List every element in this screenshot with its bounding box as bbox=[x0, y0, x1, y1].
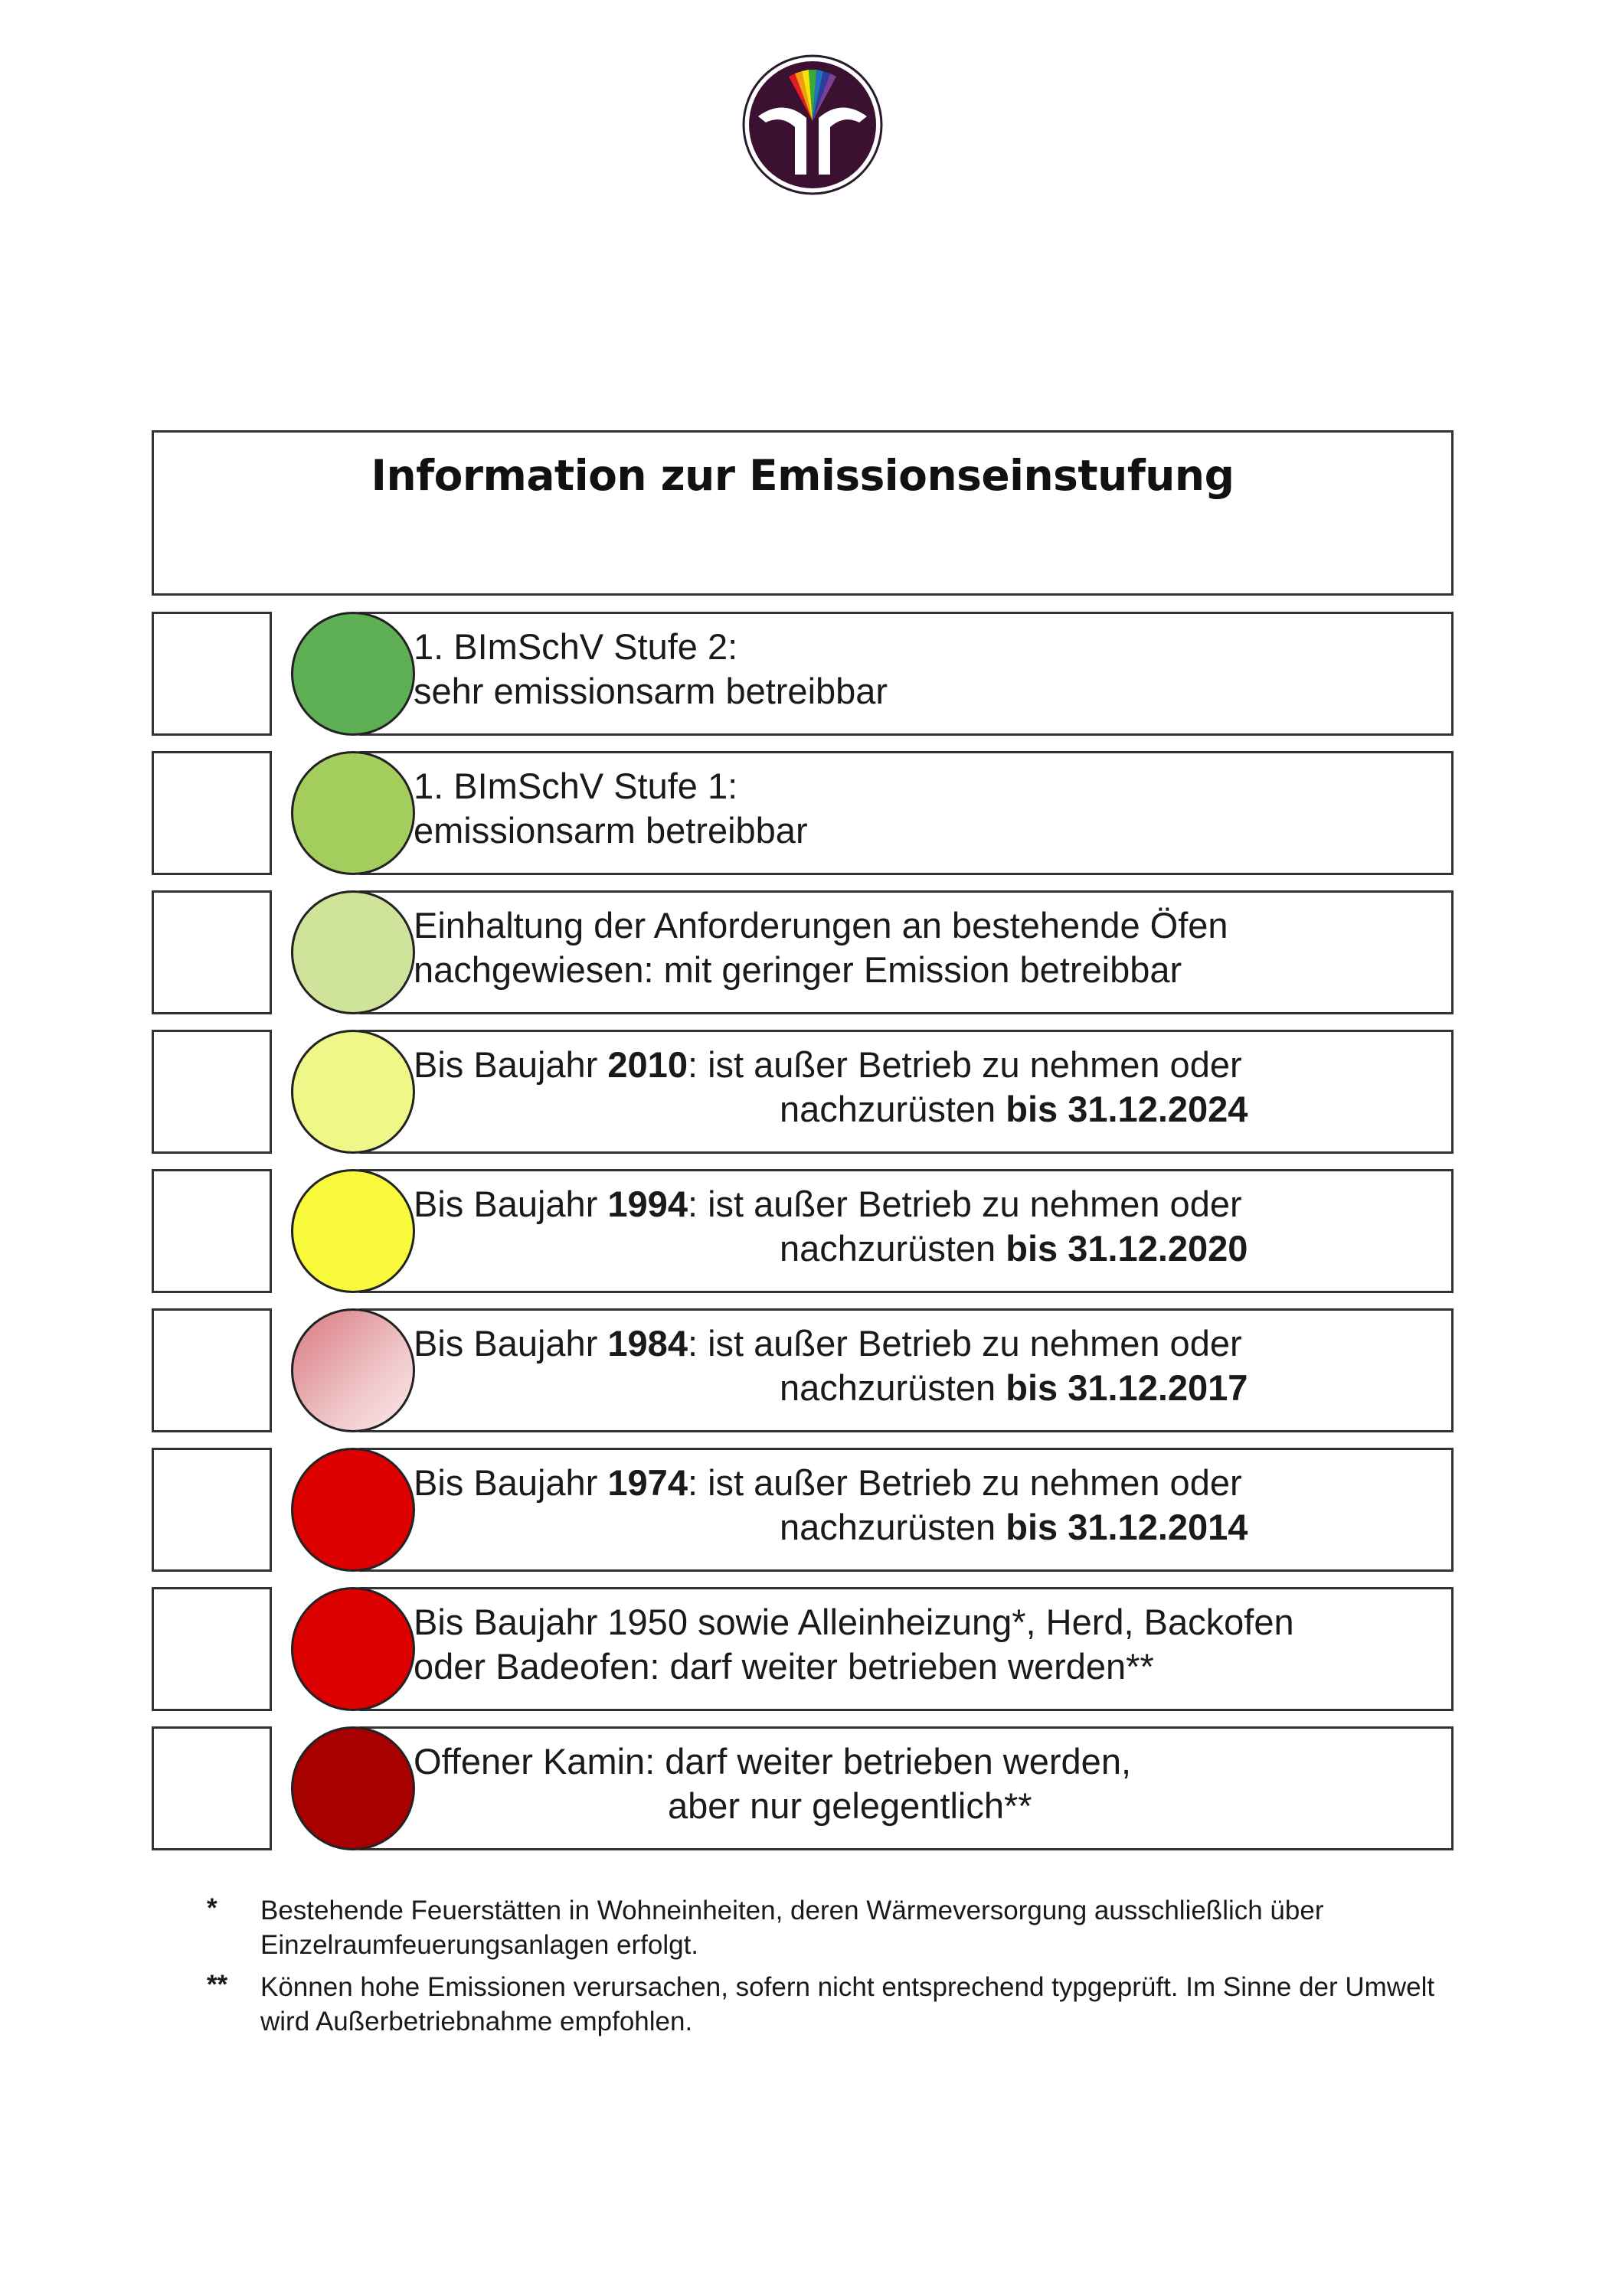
emission-row-baujahr-2010 bbox=[152, 1030, 1454, 1154]
checkbox[interactable] bbox=[152, 1726, 272, 1850]
footnote-text: Bestehende Feuerstätten in Wohneinheiten, deren Wärmeversorgung ausschließlich über Einzelraumfeuerungsanlagen erfolgt. bbox=[260, 1896, 1324, 1960]
checkbox[interactable] bbox=[152, 612, 272, 736]
row-line-2: nachzurüsten bis 31.12.2020 bbox=[780, 1228, 1248, 1269]
row-line-1: 1. BImSchV Stufe 1: bbox=[414, 766, 738, 806]
row-line-1: Bis Baujahr 1994: ist außer Betrieb zu nehmen oder bbox=[414, 1184, 1242, 1224]
row-line-1: Bis Baujahr 1950 sowie Alleinheizung*, Herd, Backofen bbox=[414, 1602, 1294, 1642]
row-text-box bbox=[359, 1726, 1454, 1850]
row-text-box bbox=[359, 1448, 1454, 1572]
row-line-1: Einhaltung der Anforderungen an bestehende Öfen bbox=[414, 905, 1228, 946]
checkbox[interactable] bbox=[152, 1169, 272, 1293]
row-line-1: Bis Baujahr 2010: ist außer Betrieb zu nehmen oder bbox=[414, 1044, 1242, 1085]
row-line-1: Bis Baujahr 1974: ist außer Betrieb zu nehmen oder bbox=[414, 1462, 1242, 1503]
checkbox[interactable] bbox=[152, 1587, 272, 1711]
row-line-2: sehr emissionsarm betreibbar bbox=[414, 671, 888, 711]
row-text-box bbox=[359, 1587, 1454, 1711]
emission-indicator-green bbox=[291, 751, 415, 875]
checkbox[interactable] bbox=[152, 1448, 272, 1572]
emission-row-baujahr-1950 bbox=[152, 1587, 1454, 1711]
checkbox[interactable] bbox=[152, 1030, 272, 1154]
emission-row-stufe-2 bbox=[152, 612, 1454, 736]
emission-indicator-pale-yellow bbox=[291, 1030, 415, 1154]
row-line-2: nachzurüsten bis 31.12.2024 bbox=[780, 1089, 1248, 1129]
checkbox[interactable] bbox=[152, 751, 272, 875]
emission-row-offener-kamin bbox=[152, 1726, 1454, 1850]
emission-indicator-red bbox=[291, 1587, 415, 1711]
row-text-box bbox=[359, 1030, 1454, 1154]
emission-indicator-light-green bbox=[291, 890, 415, 1014]
chimney-sweep-guild-emblem-icon bbox=[741, 54, 884, 196]
row-text-box bbox=[359, 751, 1454, 875]
emission-row-baujahr-1984 bbox=[152, 1308, 1454, 1432]
footnote-mark: ** bbox=[207, 1970, 228, 2000]
emission-indicator-dark-green bbox=[291, 612, 415, 736]
row-text-box bbox=[359, 890, 1454, 1014]
row-line-2: emissionsarm betreibbar bbox=[414, 810, 808, 851]
emission-indicator-pink bbox=[291, 1308, 415, 1432]
row-line-1: 1. BImSchV Stufe 2: bbox=[414, 626, 738, 667]
row-line-1: Offener Kamin: darf weiter betrieben werden, bbox=[414, 1741, 1132, 1782]
checkbox[interactable] bbox=[152, 1308, 272, 1432]
emission-row-stufe-1 bbox=[152, 751, 1454, 875]
emission-row-baujahr-1994 bbox=[152, 1169, 1454, 1293]
row-line-1: Bis Baujahr 1984: ist außer Betrieb zu nehmen oder bbox=[414, 1323, 1242, 1364]
emission-indicator-red bbox=[291, 1448, 415, 1572]
page-title: Information zur Emissionseinstufung bbox=[371, 451, 1234, 500]
title-box bbox=[152, 430, 1454, 596]
row-text-box bbox=[359, 1169, 1454, 1293]
row-line-2: nachzurüsten bis 31.12.2014 bbox=[780, 1507, 1248, 1547]
row-line-2: oder Badeofen: darf weiter betrieben werden** bbox=[414, 1646, 1154, 1687]
row-line-2: aber nur gelegentlich** bbox=[668, 1785, 1032, 1826]
row-text-box bbox=[359, 1308, 1454, 1432]
emission-row-baujahr-1974 bbox=[152, 1448, 1454, 1572]
emission-indicator-dark-red bbox=[291, 1726, 415, 1850]
checkbox[interactable] bbox=[152, 890, 272, 1014]
footnote-text: Können hohe Emissionen verursachen, sofern nicht entsprechend typgeprüft. Im Sinne der Umwelt wird Außerbetriebnahme empfohlen. bbox=[260, 1972, 1435, 2036]
row-line-2: nachgewiesen: mit geringer Emission betreibbar bbox=[414, 949, 1182, 990]
footnote-mark: * bbox=[207, 1893, 217, 1923]
row-line-2: nachzurüsten bis 31.12.2017 bbox=[780, 1367, 1248, 1408]
row-text-box bbox=[359, 612, 1454, 736]
emission-indicator-yellow bbox=[291, 1169, 415, 1293]
emission-row-existing-ovens bbox=[152, 890, 1454, 1014]
